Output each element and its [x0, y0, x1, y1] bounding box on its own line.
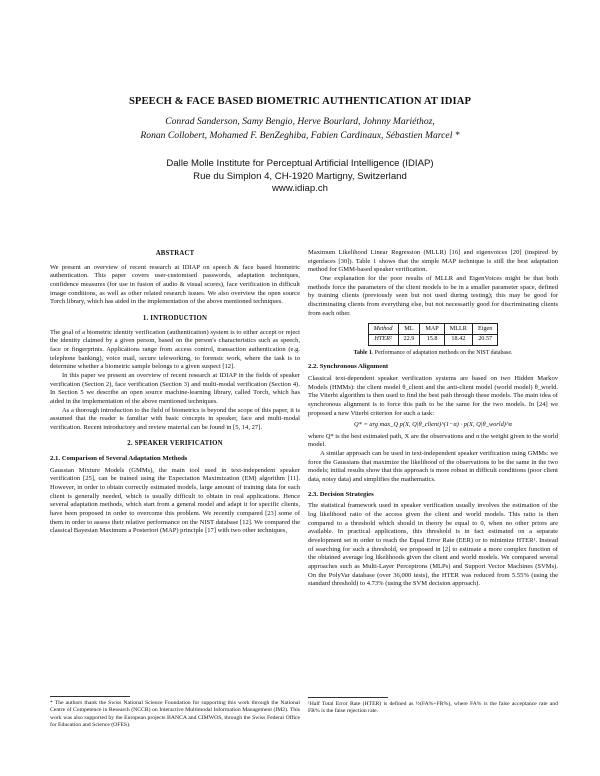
author-line-2: Ronan Collobert, Mohamed F. BenZeghiba, Fabien Cardinaux, Sébastien Marcel *: [140, 129, 460, 141]
abstract-text: We present an overview of recent research at IDIAP on speech & face based biometric authentication. This paper covers user-customised passwords, adaptation techniques, confidence measures (for use in fusion of audio & visual scores), face verification in difficult image conditions, as well as other related research issues. We also overview the open source Torch library, which has aided in the implementation of the above mentioned techniques.: [50, 263, 300, 306]
sync-alignment-paragraph-2: where Q* is the best estimated path, X are the observations and α the weight given to the world model.: [308, 432, 558, 449]
affiliation-line-1: Dalle Molle Institute for Perceptual Artificial Intelligence (IDIAP): [166, 158, 434, 169]
right-column: [308, 249, 558, 589]
viterbi-equation: Q* = arg max_Q p(X, Q|θ_client)^(1−α) · p(X, Q|θ_world)^α: [354, 421, 512, 429]
table-caption-label: Table 1: [353, 349, 372, 356]
table-header-cell: MLLR: [444, 324, 472, 335]
table-header-cell: Method: [368, 324, 398, 335]
footnote-divider: [308, 697, 388, 698]
affiliation: [60, 158, 540, 196]
left-footnote: [50, 690, 300, 729]
right-footnote: [308, 691, 558, 716]
sync-alignment-paragraph-1: Classical text-dependent speaker verification systems are based on two Hidden Markov Models (HMMs): the client model θ_client and the anti-client model (world model) θ_world. The Viterbi algorithm is then used to find the best path through these models. The main idea of synchronous alignment is to force this path to be the same for the two models. In [24] we proposed a new Viterbi criterion for such a task:: [308, 374, 558, 417]
subsection-2-1-heading: 2.1. Comparison of Several Adaptation Methods: [50, 455, 188, 463]
footnote-divider: [50, 696, 130, 697]
introduction-heading: 1. INTRODUCTION: [142, 314, 208, 322]
adaptation-results-table: [368, 323, 499, 345]
table-caption-text: . Performance of adaptation methods on the NIST database.: [371, 349, 513, 356]
table-header-row: [368, 324, 498, 335]
subsection-2-2-heading: 2.2. Synchronous Alignment: [308, 363, 389, 371]
left-column: [50, 250, 300, 536]
affiliation-line-2: Rue du Simplon 4, CH-1920 Martigny, Switzerland: [193, 170, 407, 182]
abstract-heading: ABSTRACT: [155, 250, 195, 257]
speaker-verification-heading: 2. SPEAKER VERIFICATION: [127, 440, 223, 448]
hter-footnote: ¹Half Total Error Rate (HTER) is defined as ½(FA%+FR%), where FA% is the false acceptance rate and FR% is the false rejection rate.: [308, 701, 558, 715]
paper-title: SPEECH & FACE BASED BIOMETRIC AUTHENTICATION AT IDIAP: [128, 96, 472, 107]
decision-strategies-text: The statistical framework used in speaker verification usually involves the estimation of the log likelihood ratio of the access given the client and world models. This ratio is then compared to a threshold which should in theory be equal to 0, when no other priors are available. In practical applications, this threshold is in fact estimated on a separate development set in order to reach the Equal Error Rate (EER) or to minimize HTER¹. Instead of searching for such a threshold, we proposed in [2] to estimate a more complex function of the obtained average log likelihoods given the client and world models. We compared several approaches such as Multi-Layer Perceptrons (MLPs) and Support Vector Machines (SVMs). On the PolyVar database (over 36,000 tests), the HTER was reduced from 5.55% (using the standard threshold) to 4.73% (using the SVM decision approach).: [308, 502, 558, 588]
table-row: [368, 334, 498, 345]
table-cell: 18.42: [444, 334, 472, 345]
funding-footnote: * The authors thank the Swiss National Science Foundation for supporting this work through the National Centre of Competence in Research (NCCR) on Interactive Multimodal Information Management (IM2). This work was also supported by the European projects BANCA and CIMWOS, through the Swiss Federal Office for Education and Science (OFES).: [50, 700, 300, 728]
sync-alignment-paragraph-3: A similar approach can be used in text-independent speaker verification using GMMs: we force the Gaussians that maximize the likelihood of the observations to be the same in the two models; initial results show that this approach is more robust in difficult conditions (poor client data, noisy data) and simplifies the mathematics.: [308, 450, 558, 484]
table-caption: [308, 349, 558, 358]
adaptation-explanation-text: One explanation for the poor results of MLLR and EigenVoices might be that both methods force the parameters of the client models to be in a smaller parameter space, defined by training clients (previously seen but not used during testing); this may be good for discriminating clients from everything else, but not necessarily good for discriminating clients from each other.: [308, 274, 558, 317]
affiliation-url: www.idiap.ch: [272, 183, 328, 194]
table-cell: 20.57: [472, 334, 497, 345]
intro-paragraph-3: As a thorough introduction to the field of biometrics is beyond the scope of this paper, it is assumed that the reader is familiar with basic concepts in speaker, face and multi-modal verification. Recent introductory and review material can be found in [5, 14, 27].: [50, 406, 300, 431]
intro-paragraph-2: In this paper we present an overview of recent research at IDIAP in the fields of speaker verification (Section 2), face verification (Section 3) and multi-modal verification (Section 4). In Section 5 we describe an open source machine-learning library, called Torch, which has aided in the implementation of the above mentioned techniques.: [50, 371, 300, 405]
table-header-cell: ML: [398, 324, 420, 335]
subsection-2-1-text: Gaussian Mixture Models (GMMs), the main tool used in text-independent speaker verification [25], can be trained using the Expectation Maximization (EM) algorithm [11]. However, in order to obtain correctly estimated models, large amount of training data for each client is generally needed, which is usually difficult to obtain in real applications. Hence several adaptation methods, which start from a general model and adapt it for specific clients, have been proposed in order to overcome this problem. We recently compared [23] some of them in order to assess their relative performance on the NIST database [12]. We compared the classical Bayesian Maximum a Posteriori (MAP) principle [17] with two other techniques,: [50, 466, 300, 535]
table-row-label: HTER²: [368, 334, 398, 345]
table-header-cell: MAP: [420, 324, 444, 335]
adaptation-continued-text: Maximum Likelihood Linear Regression (MLLR) [16] and eigenvoices [20] (inspired by eigenfaces [30]). Table 1 shows that the simple MAP technique is still the best adaptation method for GMM-based speaker verification.: [308, 249, 558, 274]
subsection-2-3-heading: 2.3. Decision Strategies: [308, 490, 374, 498]
author-line-1: Conrad Sanderson, Samy Bengio, Herve Bourlard, Johnny Mariéthoz,: [165, 116, 435, 127]
table-cell: 15.8: [420, 334, 444, 345]
intro-paragraph-1: The goal of a biometric identity verification (authentication) system is to either accept or reject the identity claimed by a given person, based on the person's characteristics such as speech, face or fingerprints. Applications range from access control, transaction authentication (e.g. telephone banking), voice mail, secure teleworking, to forensic work, where the task is to determine whether a biometric sample belongs to a given suspect [12].: [50, 328, 300, 371]
table-header-cell: Eigen: [472, 324, 497, 335]
table-cell: 22.9: [398, 334, 420, 345]
author-list: [60, 115, 540, 142]
